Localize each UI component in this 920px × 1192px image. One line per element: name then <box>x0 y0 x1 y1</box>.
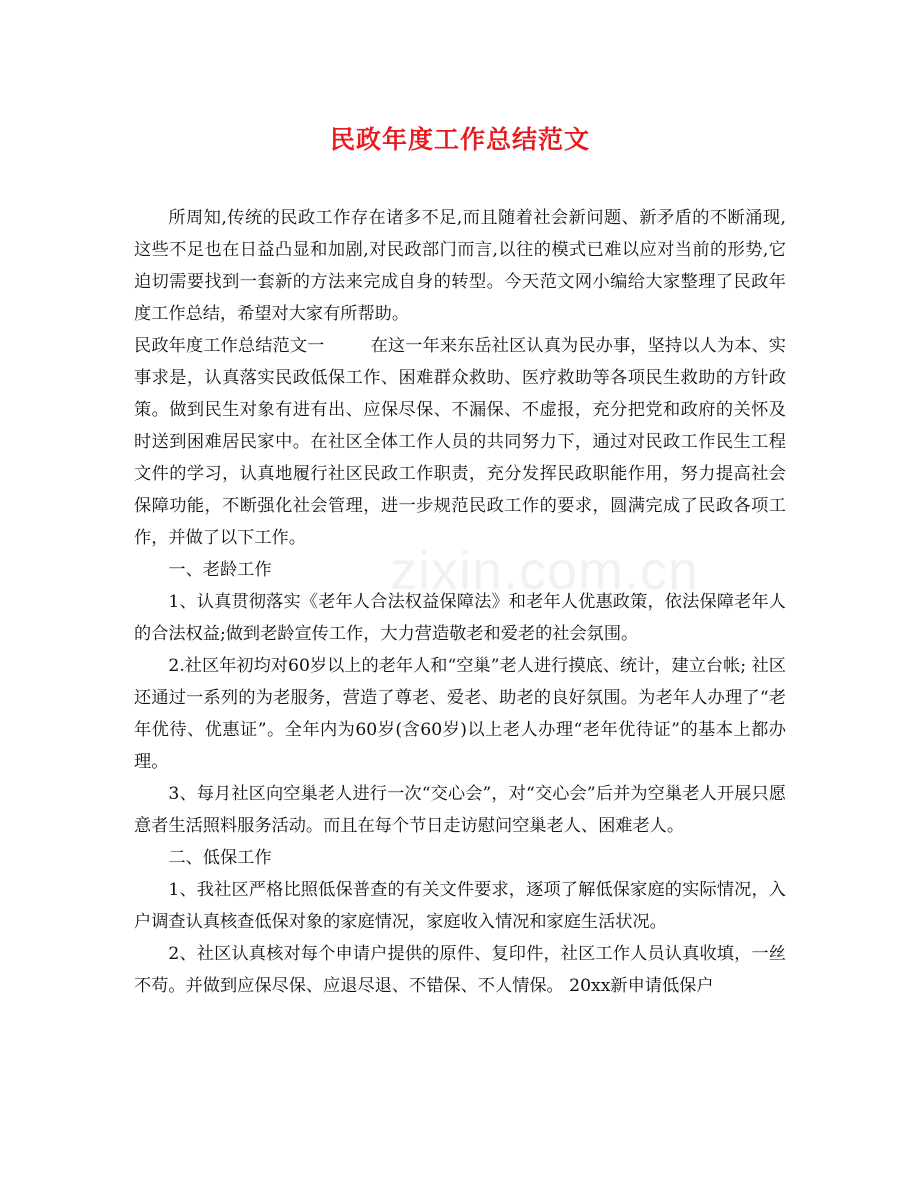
minimum-living-item-2: 2、社区认真核对每个申请户提供的原件、复印件，社区工作人员认真收填，一丝不苟。并做到应保尽保、应退尽退、不错保、不人情保。 20xx新申请低保户 <box>134 944 786 996</box>
elderly-item-1: 1、认真贯彻落实《老年人合法权益保障法》和老年人优惠政策，依法保障老年人的合法权益;做到老龄宣传工作，大力营造敬老和爱老的社会氛围。 <box>134 592 786 644</box>
sample-paragraph <box>134 330 786 554</box>
elderly-item-2: 2.社区年初均对60岁以上的老年人和“空巢”老人进行摸底、统计，建立台帐; 社区还通过一系列的为老服务，营造了尊老、爱老、助老的良好氛围。为老年人办理了“老年优待、优惠证”。全年内为60岁(含60岁)以上老人办理“老年优待证”的基本上都办理。 <box>134 656 786 772</box>
section-heading-minimum-living: 二、低保工作 <box>168 848 272 868</box>
sample-heading: 民政年度工作总结范文一 <box>134 336 325 356</box>
document-title: 民政年度工作总结范文 <box>329 125 590 154</box>
elderly-item-3: 3、每月社区向空巢老人进行一次“交心会”，对“交心会”后并为空巢老人开展只愿意者生活照料服务活动。而且在每个节日走访慰问空巢老人、困难老人。 <box>134 784 786 836</box>
document-body <box>134 202 786 1002</box>
watermark: zixin.com.cn <box>390 541 700 601</box>
sample-body: 在这一年来东岳社区认真为民办事，坚持以人为本、实事求是，认真落实民政低保工作、困难群众救助、医疗救助等各项民生救助的方针政策。做到民生对象有进有出、应保尽保、不漏保、不虚报，充分把党和政府的关怀及时送到困难居民家中。在社区全体工作人员的共同努力下，通过对民政工作民生工程文件的学习，认真地履行社区民政工作职责，充分发挥民政职能作用，努力提高社会保障功能，不断强化社会管理，进一步规范民政工作的要求，圆满完成了民政各项工作，并做了以下工作。 <box>134 336 786 548</box>
intro-paragraph: 所周知,传统的民政工作存在诸多不足,而且随着社会新问题、新矛盾的不断涌现,这些不足也在日益凸显和加剧,对民政部门而言,以往的模式已难以应对当前的形势,它迫切需要找到一套新的方法来完成自身的转型。今天范文网小编给大家整理了民政年度工作总结，希望对大家有所帮助。 <box>134 208 786 324</box>
minimum-living-item-1: 1、我社区严格比照低保普查的有关文件要求，逐项了解低保家庭的实际情况，入户调查认真核查低保对象的家庭情况，家庭收入情况和家庭生活状况。 <box>134 880 786 932</box>
section-heading-elderly: 一、老龄工作 <box>168 560 272 580</box>
